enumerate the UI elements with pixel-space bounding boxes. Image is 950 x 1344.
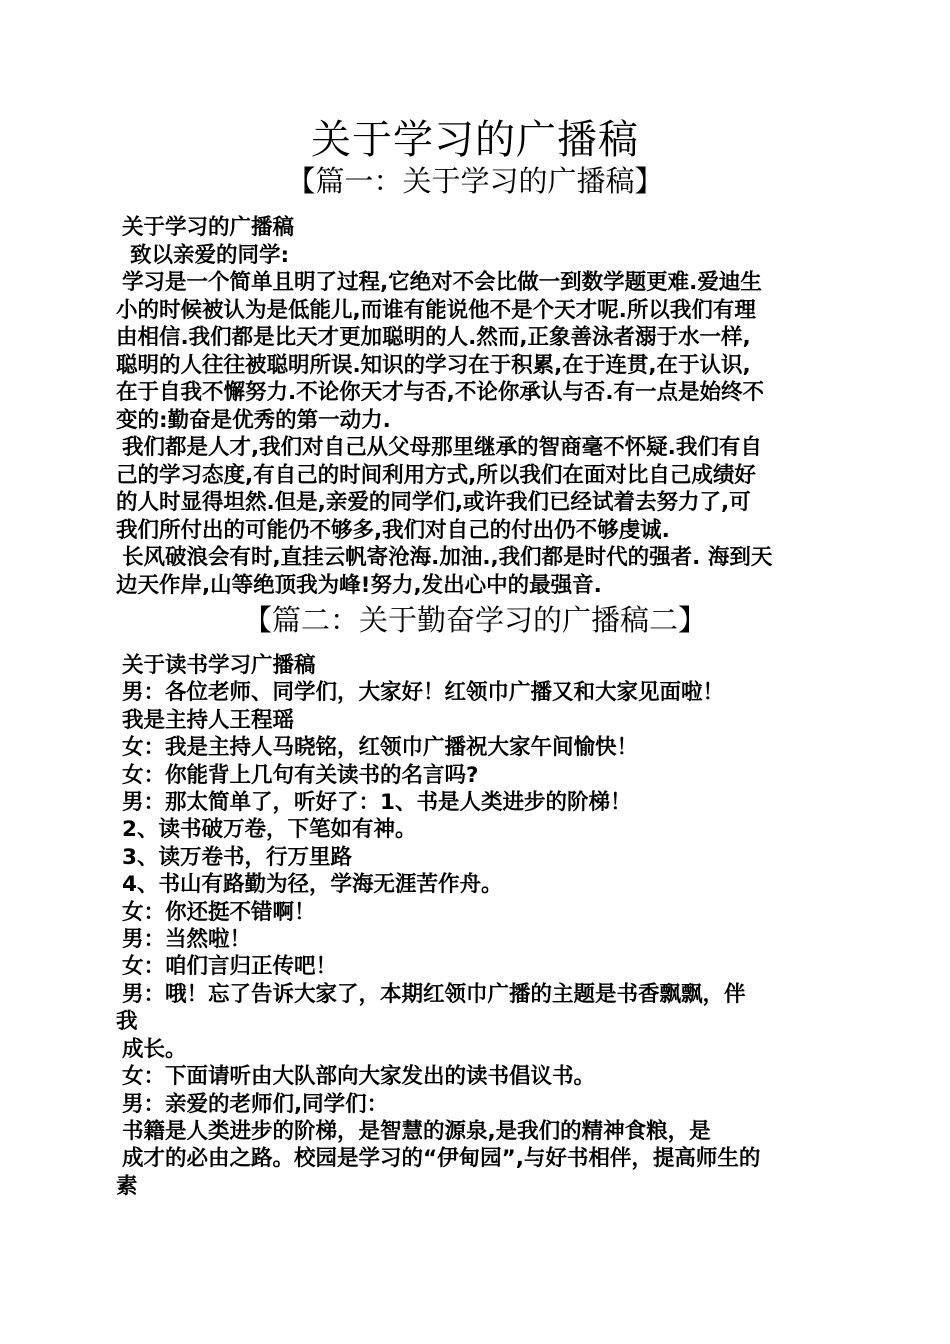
paragraph-line: 2、读书破万卷，下笔如有神。	[122, 817, 417, 843]
paragraph-line: 我们所付出的可能仍不够多,我们对自己的付出仍不够虔诚.	[116, 517, 670, 543]
paragraph-line: 女：咱们言归正传吧！	[122, 954, 338, 980]
paragraph-line: 我	[116, 1009, 138, 1035]
paragraph-line: 书籍是人类进步的阶梯，是智慧的源泉,是我们的精神食粮，是	[122, 1118, 711, 1144]
paragraph-line: 的人时显得坦然.但是,亲爱的同学们,或许我们已经试着去努力了,可	[116, 490, 751, 515]
paragraph-line: 边天作岸,山等绝顶我为峰!努力,发出心中的最强音.	[116, 572, 602, 598]
paragraph-line: 由相信.我们都是比天才更加聪明的人.然而,正象善泳者溺于水一样,	[116, 325, 751, 350]
paragraph-line: 男：亲爱的老师们,同学们：	[122, 1091, 389, 1117]
part2-body	[116, 652, 836, 1200]
paragraph-line: 成长。	[122, 1036, 187, 1062]
paragraph-line: 成才的必由之路。校园是学习的“伊甸园”,与好书相伴，提高师生的	[122, 1146, 761, 1172]
part1-heading: 【篇一：关于学习的广播稿】	[286, 164, 664, 198]
paragraph-line: 长风破浪会有时,直挂云帆寄沧海.加油.,我们都是时代的强者. 海到天	[122, 545, 773, 570]
paragraph-line: 关于学习的广播稿	[122, 215, 295, 240]
paragraph-line: 男：当然啦！	[122, 927, 252, 953]
paragraph-line: 聪明的人往往被聪明所误.知识的学习在于积累,在于连贯,在于认识,	[116, 352, 751, 378]
paragraph-line: 小的时候被认为是低能儿,而谁有能说他不是个天才呢.所以我们有理	[116, 297, 756, 323]
paragraph-line: 学习是一个简单且明了过程,它绝对不会比做一到数学题更难.爱迪生	[122, 270, 762, 295]
paragraph-line: 女：我是主持人马晓铭，红领巾广播祝大家午间愉快！	[122, 735, 639, 761]
paragraph-line: 在于自我不懈努力.不论你天才与否,不论你承认与否.有一点是始终不	[116, 380, 765, 405]
paragraph-line: 男：那太简单了，听好了：1、书是人类进步的阶梯！	[122, 790, 632, 816]
paragraph-line: 己的学习态度,有自己的时间利用方式,所以我们在面对比自己成绩好	[116, 462, 756, 488]
document-title: 关于学习的广播稿	[311, 117, 639, 163]
paragraph-line: 男：各位老师、同学们，大家好！红领巾广播又和大家见面啦！	[122, 680, 725, 706]
paragraph-line: 我们都是人才,我们对自己从父母那里继承的智商毫不怀疑.我们有自	[122, 435, 762, 460]
paragraph-line: 4、书山有路勤为径，学海无涯苦作舟。	[122, 872, 503, 898]
paragraph-line: 3、读万卷书，行万里路	[122, 844, 352, 870]
paragraph-line: 女：你还挺不错啊！	[122, 899, 316, 925]
part1-body	[116, 214, 836, 599]
paragraph-line: 我是主持人王程瑶	[122, 707, 295, 733]
paragraph-line: 素	[116, 1173, 138, 1199]
paragraph-line: 关于读书学习广播稿	[122, 653, 316, 678]
paragraph-line: 致以亲爱的同学:	[130, 242, 290, 268]
paragraph-line: 男：哦！忘了告诉大家了，本期红领巾广播的主题是书香飘飘，伴	[122, 981, 746, 1007]
paragraph-line: 女：你能背上几句有关读书的名言吗?	[122, 762, 479, 788]
paragraph-line: 变的:勤奋是优秀的第一动力.	[116, 407, 391, 433]
paragraph-line: 女：下面请听由大队部向大家发出的读书倡议书。	[122, 1064, 596, 1090]
part2-heading: 【篇二：关于勤奋学习的广播稿二】	[242, 603, 707, 637]
